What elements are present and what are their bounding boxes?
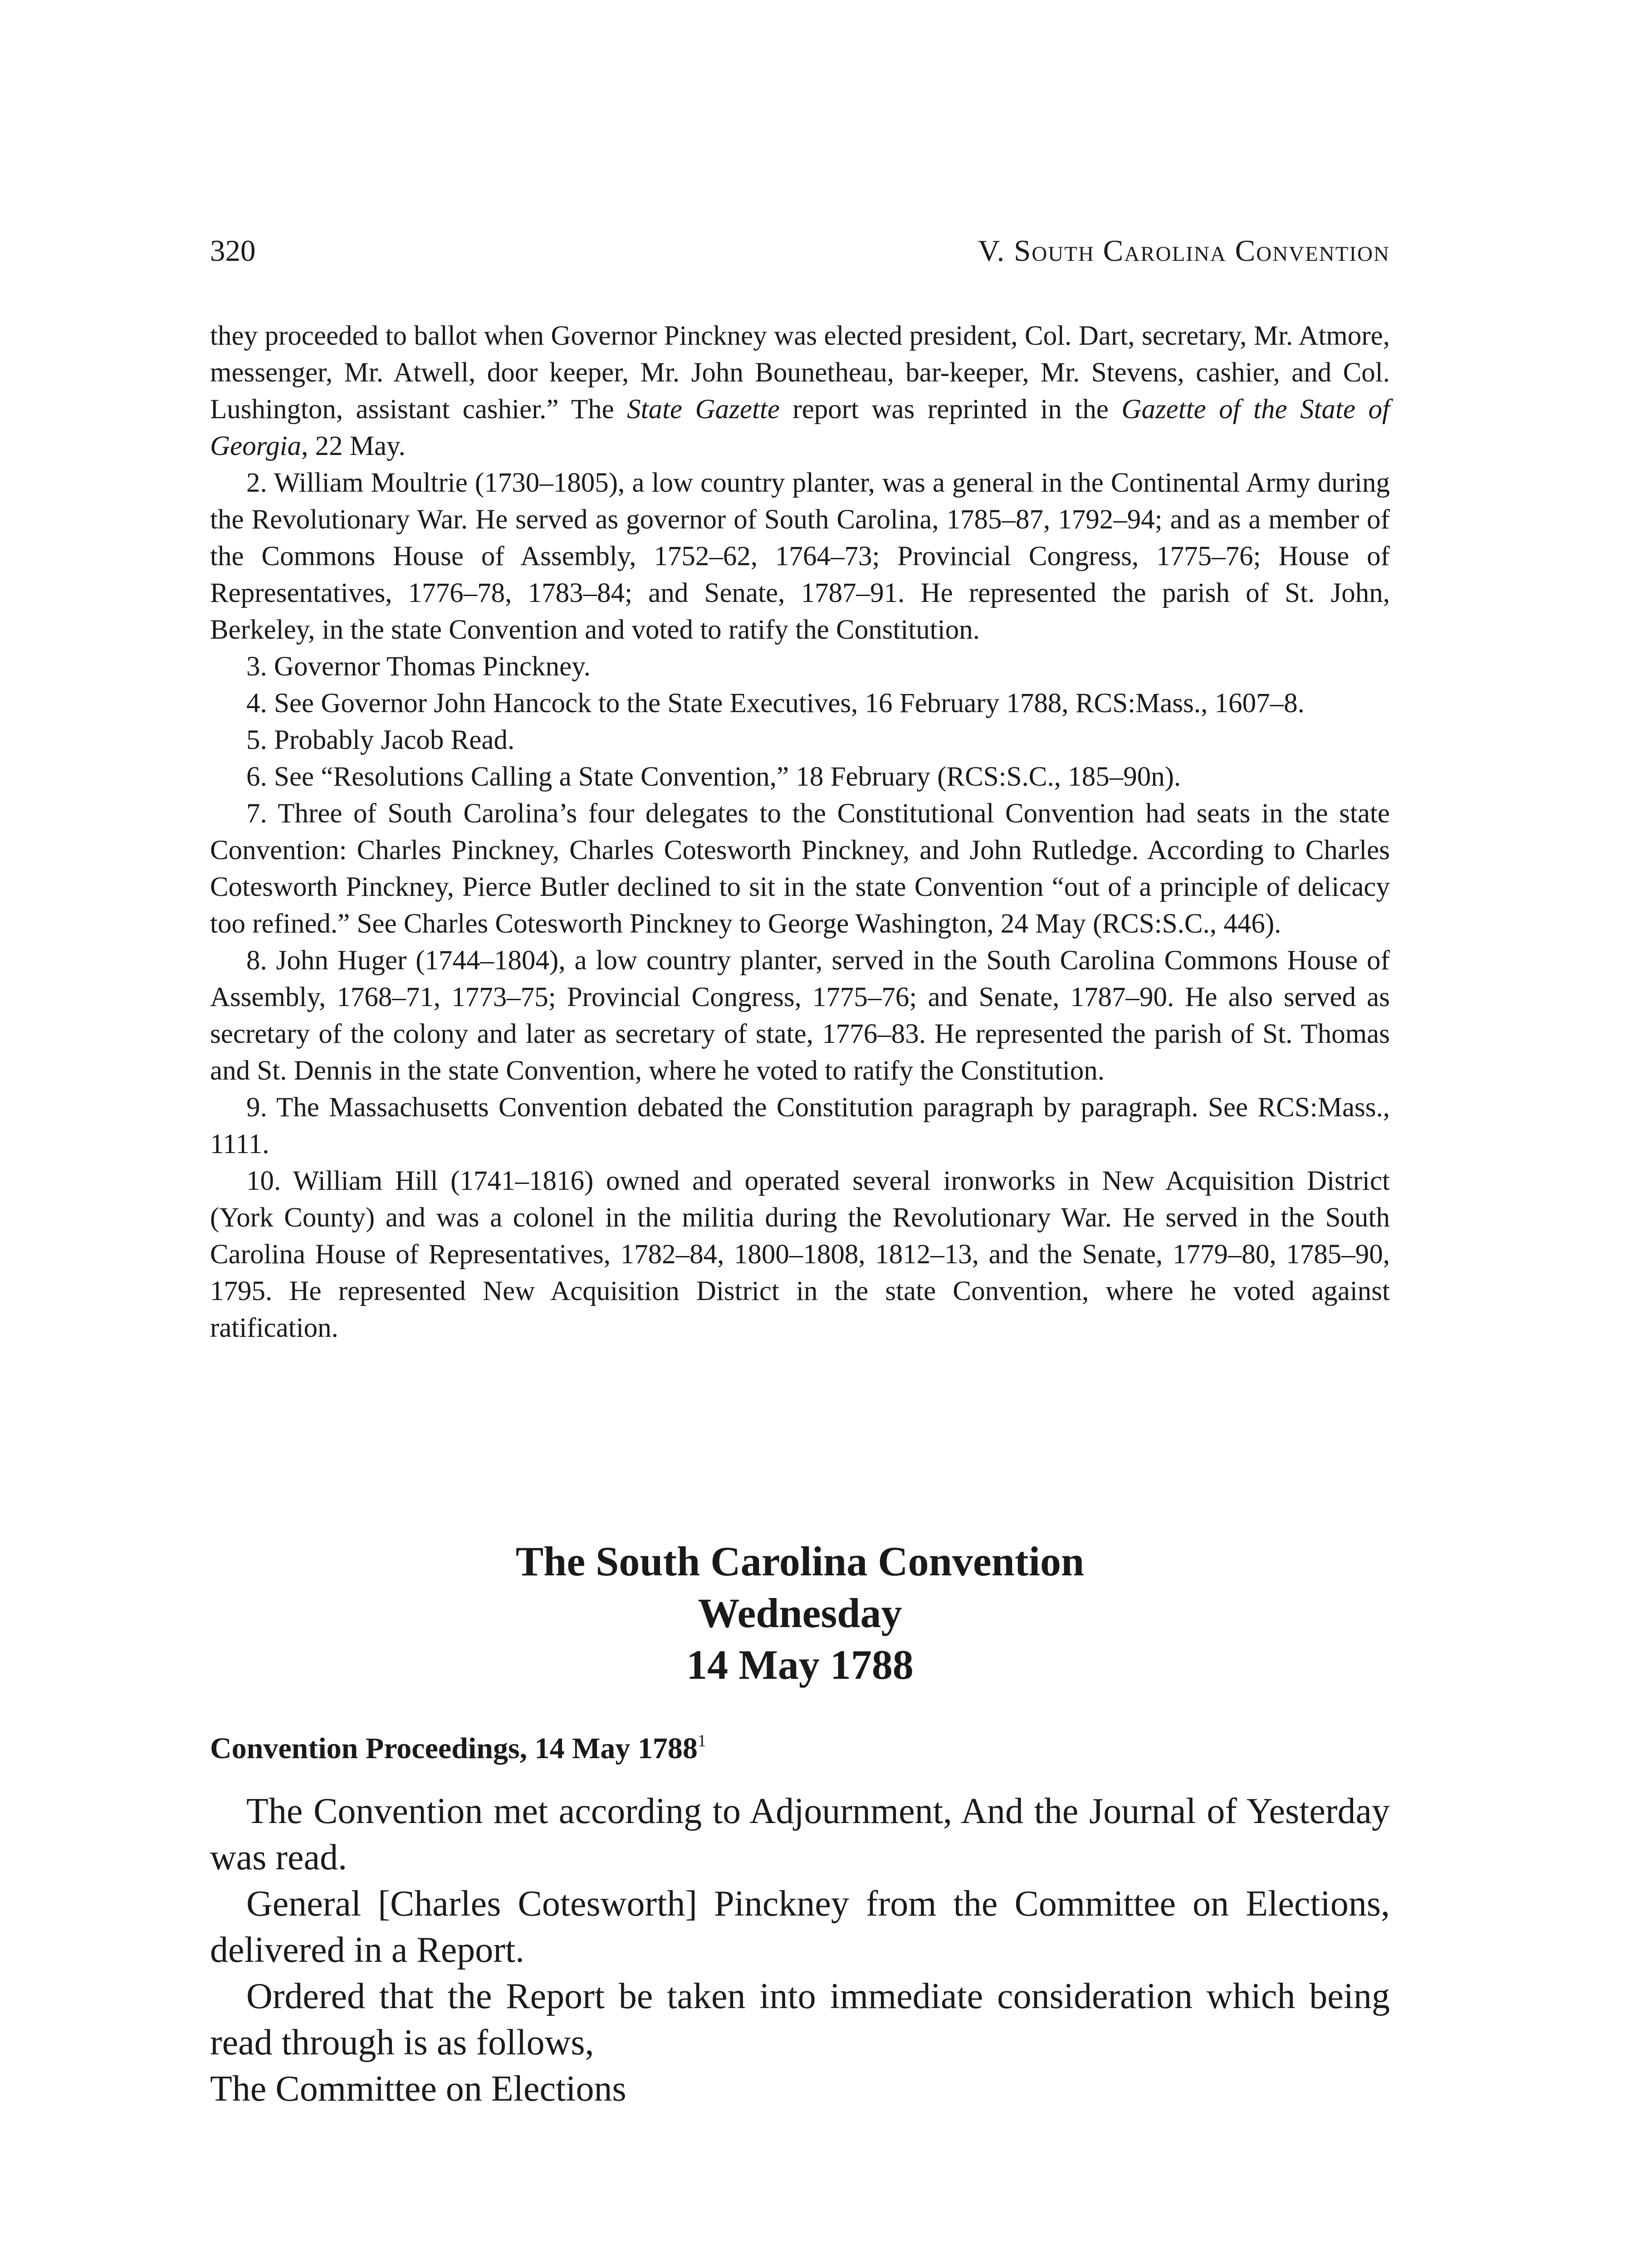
note-1-text-a: they proceeded to ballot when Governor Pinckney was elected president, Col. Dart, secretary, Mr. Atmore, messenger, Mr. Atwell, door keeper, Mr. John Bounetheau, bar-keeper, Mr. Stevens, cashier, and Col. Lushington, assistant cashier.” The	[210, 321, 1390, 425]
body-text	[210, 1788, 1390, 2112]
note-8: 8. John Huger (1744–1804), a low country planter, served in the South Carolina Commons House of Assembly, 1768–71, 1773–75; Provincial Congress, 1775–76; and Senate, 1787–90. He also served as secretary of the colony and later as secretary of state, 1776–83. He represented the parish of St. Thomas and St. Dennis in the state Convention, where he voted to ratify the Constitution.	[210, 945, 1390, 1086]
note-3: 3. Governor Thomas Pinckney.	[246, 651, 591, 682]
note-1-text-c: , 22 May.	[301, 431, 406, 461]
section-title	[210, 1728, 1390, 1769]
note-1-continued	[210, 318, 1390, 464]
note-1-text-b: report was reprinted in the	[779, 394, 1122, 425]
chapter-headline	[210, 1535, 1390, 1691]
document-page	[210, 0, 1390, 2268]
page-number: 320	[210, 234, 256, 268]
note-10: 10. William Hill (1741–1816) owned and operated several ironworks in New Acquisition District (York County) and was a colonel in the militia during the Revolutionary War. He served in the South Carolina House of Representatives, 1782–84, 1800–1808, 1812–13, and the Senate, 1779–80, 1785–90, 1795. He represented New Acquisition District in the state Convention, where he voted against ratification.	[210, 1166, 1390, 1343]
note-6: 6. See “Resolutions Calling a State Convention,” 18 February (RCS:S.C., 185–90n).	[246, 762, 1181, 792]
running-head	[210, 230, 1390, 271]
body-paragraph-2: General [Charles Cotesworth] Pinckney from the Committee on Elections, delivered in a Report.	[210, 1884, 1390, 1970]
body-paragraph-4: The Committee on Elections	[210, 2069, 626, 2109]
headline-line-3: 14 May 1788	[686, 1642, 914, 1688]
note-9: 9. The Massachusetts Convention debated the Constitution paragraph by paragraph. See RCS:Mass., 1111.	[210, 1092, 1390, 1159]
body-paragraph-3: Ordered that the Report be taken into immediate consideration which being read through is as follows,	[210, 1976, 1390, 2063]
note-7: 7. Three of South Carolina’s four delegates to the Constitutional Convention had seats in the state Convention: Charles Pinckney, Charles Cotesworth Pinckney, and John Rutledge. According to Charles Cotesworth Pinckney, Pierce Butler declined to sit in the state Convention “out of a principle of delicacy too refined.” See Charles Cotesworth Pinckney to George Washington, 24 May (RCS:S.C., 446).	[210, 798, 1390, 939]
section-title-text: Convention Proceedings, 14 May 1788	[210, 1732, 698, 1765]
body-paragraph-1: The Convention met according to Adjournment, And the Journal of Yesterday was read.	[210, 1791, 1390, 1877]
note-5: 5. Probably Jacob Read.	[246, 725, 515, 755]
note-1-italic-gazette-georgia: Gazette of the State of Georgia	[210, 394, 1390, 461]
running-title: V. South Carolina Convention	[978, 234, 1390, 268]
headline-line-1: The South Carolina Convention	[515, 1538, 1085, 1584]
footnotes	[210, 318, 1390, 1346]
note-2: 2. William Moultrie (1730–1805), a low country planter, was a general in the Continental Army during the Revolutionary War. He served as governor of South Carolina, 1785–87, 1792–94; and as a member of the Commons House of Assembly, 1752–62, 1764–73; Provincial Congress, 1775–76; House of Representatives, 1776–78, 1783–84; and Senate, 1787–91. He represented the parish of St. John, Berkeley, in the state Convention and voted to ratify the Constitution.	[210, 468, 1390, 645]
headline-line-2: Wednesday	[698, 1590, 902, 1636]
note-1-italic-state-gazette: State Gazette	[627, 394, 780, 425]
note-4: 4. See Governor John Hancock to the State Executives, 16 February 1788, RCS:Mass., 1607–8.	[246, 688, 1305, 719]
footnote-ref: 1	[697, 1731, 706, 1750]
